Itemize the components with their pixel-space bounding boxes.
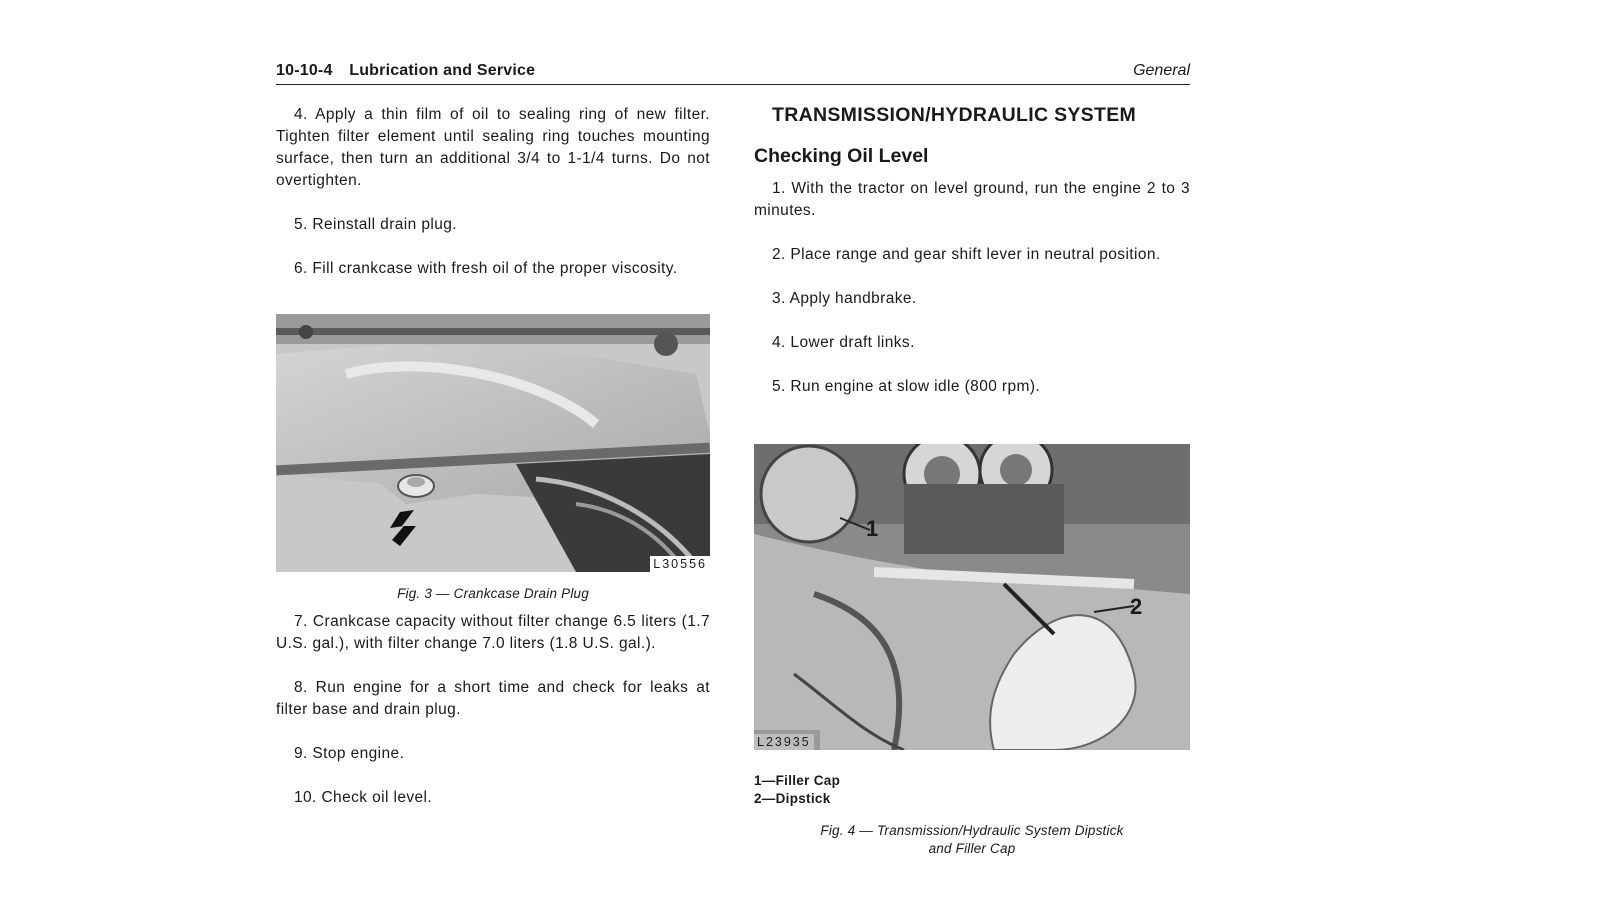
section-number: 10-10-4 (276, 62, 333, 79)
header-section (276, 62, 535, 80)
figure-4-legend (754, 772, 1190, 808)
legend-item-dipstick: 2—Dipstick (754, 791, 831, 806)
right-step-5: 5. Run engine at slow idle (800 rpm). (772, 378, 1041, 395)
figure-4-caption (754, 822, 1190, 858)
step-9: 9. Stop engine. (294, 745, 405, 762)
section-title: Lubrication and Service (349, 62, 536, 79)
right-step-1: 1. With the tractor on level ground, run the engine 2 to 3 minutes. (754, 180, 1190, 219)
right-column (754, 104, 1190, 858)
step-4: 4. Apply a thin film of oil to sealing ring of new filter. Tighten filter element until sealing ring touches mounting surface, then turn an additional 3/4 to 1-1/4 turns. Do not overtighten. (276, 106, 710, 189)
legend-item-filler-cap: 1—Filler Cap (754, 773, 841, 788)
figure-4-id: L23935 (754, 734, 814, 750)
step-7: 7. Crankcase capacity without filter change 6.5 liters (1.7 U.S. gal.), with filter change 7.0 liters (1.8 U.S. gal.). (276, 613, 710, 652)
figure-4 (754, 444, 1190, 750)
subheading: Checking Oil Level (754, 145, 929, 167)
step-6: 6. Fill crankcase with fresh oil of the proper viscosity. (294, 260, 678, 277)
figure-3 (276, 314, 710, 572)
left-column (276, 104, 710, 809)
crankcase-photo (276, 314, 710, 572)
dipstick-photo (754, 444, 1190, 750)
figure-4-caption-line1: Fig. 4 — Transmission/Hydraulic System Dipstick (820, 823, 1124, 838)
callout-1: 1 (866, 516, 879, 541)
figure-3-caption: Fig. 3 — Crankcase Drain Plug (397, 586, 589, 601)
header-right-label: General (1133, 62, 1190, 79)
figure-4-caption-line2: and Filler Cap (928, 841, 1016, 856)
callout-2: 2 (1130, 594, 1143, 619)
step-8: 8. Run engine for a short time and check for leaks at filter base and drain plug. (276, 679, 710, 718)
right-step-3: 3. Apply handbrake. (772, 290, 917, 307)
right-step-4: 4. Lower draft links. (772, 334, 915, 351)
step-5: 5. Reinstall drain plug. (294, 216, 457, 233)
page-header (276, 62, 1190, 85)
step-10: 10. Check oil level. (294, 789, 433, 806)
section-heading: TRANSMISSION/HYDRAULIC SYSTEM (772, 104, 1137, 126)
figure-3-id: L30556 (650, 556, 710, 572)
right-step-2: 2. Place range and gear shift lever in neutral position. (772, 246, 1161, 263)
